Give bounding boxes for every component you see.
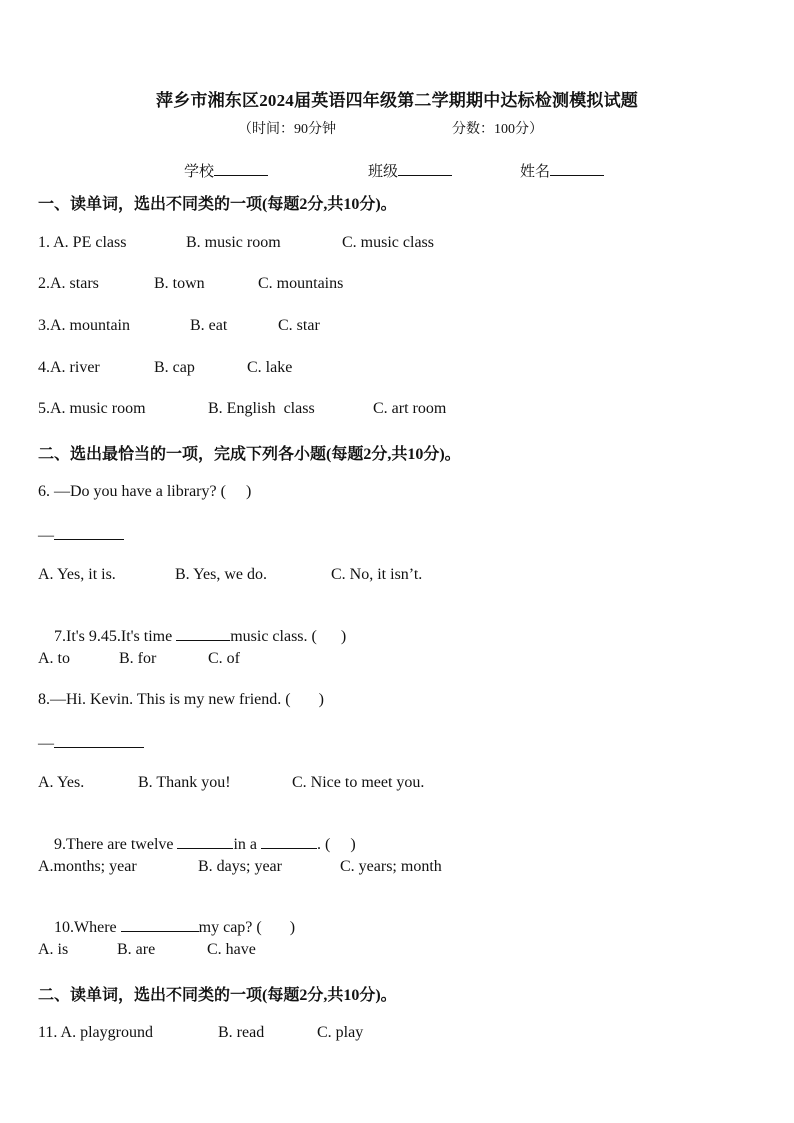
name-field[interactable] — [520, 160, 604, 181]
q9-stem-end: . ( ) — [317, 836, 356, 853]
q9-blank-1[interactable] — [177, 834, 233, 849]
q1-option-c[interactable]: C. music class — [342, 234, 434, 251]
q7-stem-start: 7.It's 9.45.It's time — [54, 628, 177, 645]
q1-option-b[interactable]: B. music room — [186, 234, 281, 251]
q8-option-b[interactable]: B. Thank you! — [138, 774, 231, 791]
q6-answer-blank[interactable] — [54, 525, 124, 540]
q8-answer-line[interactable] — [38, 733, 144, 753]
q7-blank[interactable] — [176, 626, 230, 641]
q10-option-b[interactable]: B. are — [117, 941, 156, 958]
q9-stem-start: 9.There are twelve — [54, 836, 178, 853]
q6-options — [38, 566, 423, 584]
q9-option-b[interactable]: B. days; year — [198, 858, 282, 875]
q8-answer-blank[interactable] — [54, 733, 144, 748]
q7-option-a[interactable]: A. to — [38, 650, 70, 667]
q9-option-c[interactable]: C. years; month — [340, 858, 442, 875]
section-heading-2: 二、选出最恰当的一项，完成下列各小题(每题2分,共10分)。 — [38, 446, 461, 463]
q3-option-c[interactable]: C. star — [278, 317, 320, 334]
q11-option-b[interactable]: B. read — [218, 1024, 265, 1041]
q8-options — [38, 774, 425, 792]
q11-option-c[interactable]: C. play — [317, 1024, 364, 1041]
q8-dash: — — [38, 735, 54, 752]
q2-option-c[interactable]: C. mountains — [258, 275, 344, 292]
section-heading-1: 一、读单词，选出不同类的一项(每题2分,共10分)。 — [38, 196, 397, 213]
question-5 — [38, 400, 447, 418]
section-heading-3: 二、读单词，选出不同类的一项(每题2分,共10分)。 — [38, 987, 397, 1004]
question-2 — [38, 275, 344, 293]
q7-option-b[interactable]: B. for — [119, 650, 157, 667]
q3-option-a[interactable]: 3.A. mountain — [38, 317, 130, 334]
q7-options — [38, 650, 240, 668]
exam-title: 萍乡市湘东区2024届英语四年级第二学期期中达标检测模拟试题 — [156, 91, 638, 110]
q6-answer-line[interactable] — [38, 525, 124, 545]
exam-score: 分数：100分） — [452, 122, 543, 137]
q2-option-b[interactable]: B. town — [154, 275, 205, 292]
school-blank[interactable] — [214, 161, 268, 176]
q6-option-a[interactable]: A. Yes, it is. — [38, 566, 116, 583]
question-1 — [38, 234, 434, 252]
q4-option-b[interactable]: B. cap — [154, 359, 195, 376]
class-label: 班级 — [368, 164, 399, 180]
class-field[interactable] — [368, 160, 452, 181]
q10-option-c[interactable]: C. have — [207, 941, 256, 958]
q11-option-a[interactable]: 11. A. playground — [38, 1024, 153, 1041]
q7-stem-end: music class. ( ) — [230, 628, 347, 645]
name-label: 姓名 — [520, 164, 551, 180]
school-label: 学校 — [184, 164, 215, 180]
q8-option-c[interactable]: C. Nice to meet you. — [292, 774, 425, 791]
q6-option-b[interactable]: B. Yes, we do. — [175, 566, 268, 583]
q9-blank-2[interactable] — [261, 834, 317, 849]
q6-dash: — — [38, 527, 54, 544]
q9-option-a[interactable]: A.months; year — [38, 858, 137, 875]
q9-options — [38, 858, 442, 876]
q5-option-b[interactable]: B. English class — [208, 400, 315, 417]
q7-option-c[interactable]: C. of — [208, 650, 240, 667]
q10-stem — [38, 899, 295, 955]
q5-option-a[interactable]: 5.A. music room — [38, 400, 146, 417]
question-11 — [38, 1024, 364, 1042]
q8-stem: 8.—Hi. Kevin. This is my new friend. ( ) — [38, 691, 324, 708]
q6-stem: 6. —Do you have a library? ( ) — [38, 483, 252, 500]
q4-option-a[interactable]: 4.A. river — [38, 359, 100, 376]
q4-option-c[interactable]: C. lake — [247, 359, 293, 376]
question-3 — [38, 317, 320, 335]
q7-stem — [38, 608, 346, 664]
q5-option-c[interactable]: C. art room — [373, 400, 447, 417]
q1-option-a[interactable]: 1. A. PE class — [38, 234, 127, 251]
q9-stem-middle: in a — [233, 836, 262, 853]
question-4 — [38, 359, 293, 377]
q10-option-a[interactable]: A. is — [38, 941, 69, 958]
q6-option-c[interactable]: C. No, it isn’t. — [331, 566, 423, 583]
q10-options — [38, 941, 256, 959]
q10-stem-start: 10.Where — [54, 919, 121, 936]
q8-option-a[interactable]: A. Yes. — [38, 774, 85, 791]
q2-option-a[interactable]: 2.A. stars — [38, 275, 99, 292]
q10-blank[interactable] — [121, 917, 199, 932]
name-blank[interactable] — [550, 161, 604, 176]
q10-stem-end: my cap? ( ) — [198, 919, 296, 936]
school-field[interactable] — [184, 160, 268, 181]
class-blank[interactable] — [398, 161, 452, 176]
q3-option-b[interactable]: B. eat — [190, 317, 228, 334]
exam-time: （时间：90分钟 — [238, 122, 336, 137]
